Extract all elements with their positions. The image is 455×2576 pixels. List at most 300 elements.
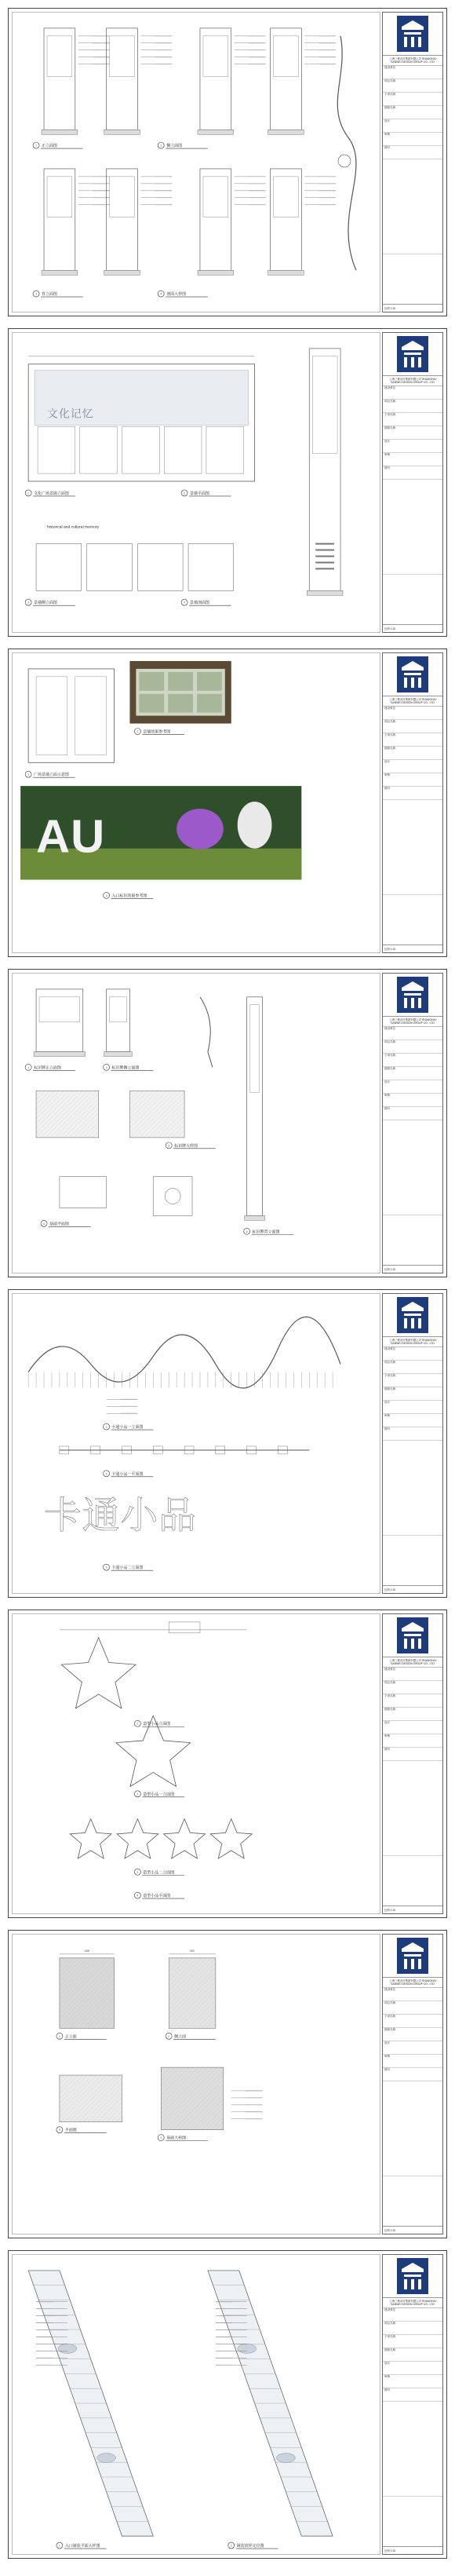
drawing-caption (104, 1471, 154, 1477)
caption-number: 1 (35, 144, 37, 148)
title-block-row (383, 119, 442, 133)
title-block-row (383, 1361, 442, 1374)
caption-text: 背立面图 (42, 293, 57, 298)
title-block-label: 审核 (384, 2375, 391, 2378)
title-block-row (383, 1708, 442, 1721)
wall-section-panel (87, 544, 133, 591)
company-name: 上海三维设计集团有限公司 SHANGHAI SANWEI DESIGN GROUP CO., LTD (383, 1017, 442, 1027)
drawing-caption (56, 2033, 107, 2039)
drawing-svg (13, 974, 380, 1273)
company-name: 上海三维设计集团有限公司 SHANGHAI SANWEI DESIGN GROUP CO., LTD (383, 2298, 442, 2308)
title-block-row (383, 2028, 442, 2041)
title-block (382, 1934, 443, 2234)
sign-elevation (42, 28, 78, 134)
title-block (382, 12, 443, 312)
drawing-sheet (8, 969, 447, 1277)
caption-number: 2 (136, 1792, 139, 1796)
caption-number: 2 (105, 1472, 107, 1476)
drawing-caption (134, 1791, 184, 1797)
title-block-row (383, 773, 442, 787)
caption-number: 4 (43, 1222, 45, 1226)
title-block (382, 332, 443, 633)
company-name: 上海三维设计集团有限公司 SHANGHAI SANWEI DESIGN GROUP CO., LTD (383, 1337, 442, 1347)
drawing-caption (158, 290, 208, 297)
title-block-row (383, 1027, 442, 1040)
purple-sculpture-shape (177, 809, 224, 850)
title-block-label: 设计 (384, 1401, 391, 1404)
title-block-row (383, 106, 442, 119)
sign-elevation (42, 169, 78, 275)
caption-number: 4 (184, 601, 185, 605)
title-block-footer: 比例 1:20 (383, 945, 442, 952)
paving-strip (28, 2271, 153, 2536)
title-block-row (383, 1988, 442, 2001)
title-block-row (383, 2335, 442, 2348)
drawing-sheet (8, 1289, 447, 1598)
title-block-label: 项目名称 (384, 1040, 396, 1043)
caption-number: 4 (160, 2136, 162, 2140)
caption-number: 1 (59, 2034, 60, 2038)
caption-text: 基础大样图 (166, 2136, 187, 2141)
drawing-sheet (8, 8, 447, 316)
title-block-label: 项目名称 (384, 1361, 396, 1364)
caption-text: 景墙剖面图 (190, 601, 209, 606)
title-block-row (383, 386, 442, 400)
title-block-row (383, 1040, 442, 1054)
drawing-svg (13, 653, 380, 952)
caption-text: 景墙效果参考图 (143, 730, 171, 735)
drawing-caption (166, 1142, 216, 1149)
title-block-label: 图纸名称 (384, 2348, 396, 2351)
title-block-footer: 比例 1:20 (383, 1906, 442, 1913)
drawing-caption (134, 1720, 184, 1726)
caption-text: 正立面 (64, 2035, 77, 2040)
title-block-label: 设计 (384, 1721, 391, 1724)
company-logo (383, 1614, 442, 1657)
drawing-caption (56, 2127, 107, 2133)
title-block-label: 子项名称 (384, 733, 396, 736)
title-block-row (383, 1347, 442, 1361)
drawing-caption (104, 892, 154, 898)
title-block-label: 图纸名称 (384, 1708, 396, 1711)
caption-number: 3 (35, 292, 37, 296)
title-block-row (383, 2068, 442, 2081)
title-block-label: 设计 (384, 440, 391, 443)
wall-panel (38, 426, 75, 473)
title-block-row (383, 1374, 442, 1387)
title-block (382, 973, 443, 1273)
caption-number: 1 (27, 773, 30, 776)
caption-number: 3 (168, 1144, 170, 1148)
drawing-caption (181, 599, 231, 605)
caption-number: 3 (59, 2128, 60, 2132)
title-block-label: 图纸名称 (384, 106, 396, 109)
title-block-label: 审核 (384, 133, 391, 136)
title-block-label: 子项名称 (384, 1694, 396, 1697)
company-name: 上海三维设计集团有限公司 SHANGHAI SANWEI DESIGN GROUP CO., LTD (383, 376, 442, 386)
drawing-svg (13, 2255, 380, 2554)
title-block (382, 1613, 443, 1914)
sign-elevation (104, 28, 140, 134)
title-block-label: 图纸名称 (384, 426, 396, 429)
caption-text: 正立面图 (42, 144, 57, 149)
wall-title-text: 文化记忆 (46, 407, 94, 420)
title-block-label: 图纸名称 (384, 2028, 396, 2031)
caption-number: 4 (136, 1894, 139, 1898)
title-block-row (383, 1721, 442, 1734)
drawing-caption (104, 1423, 154, 1430)
wall-subtitle-text: historical and cultural memory (46, 525, 99, 530)
title-block-label: 审核 (384, 1094, 391, 1097)
sign-letters-text: AU (36, 809, 106, 863)
company-logo (383, 1294, 442, 1337)
drawing-svg (13, 1294, 380, 1593)
company-logo (383, 1935, 442, 1978)
title-block-label: 建设单位 (384, 1668, 396, 1671)
title-block-row (383, 133, 442, 146)
sign-elevation (198, 28, 234, 134)
title-block-row (383, 93, 442, 106)
title-block-row (383, 79, 442, 93)
drawing-area (12, 1293, 380, 1594)
star-sculpture (210, 1819, 252, 1858)
title-block-label: 项目名称 (384, 400, 396, 403)
title-block-label: 子项名称 (384, 413, 396, 416)
caption-text: 卡通小品二立面图 (111, 1566, 144, 1571)
entrance-sign-photo (20, 786, 301, 879)
caption-number: 2 (230, 2544, 232, 2548)
title-block-row (383, 2388, 442, 2402)
title-block-label: 图纸名称 (384, 1067, 396, 1070)
title-block-label: 设计 (384, 2362, 391, 2365)
title-block-label: 项目名称 (384, 1681, 396, 1684)
title-block-row (383, 747, 442, 760)
title-block-row (383, 1401, 442, 1414)
title-block-label: 设计 (384, 1080, 391, 1083)
company-name: 上海三维设计集团有限公司 SHANGHAI SANWEI DESIGN GROUP CO., LTD (383, 56, 442, 66)
drawing-area (12, 12, 380, 312)
title-block-row (383, 1387, 442, 1401)
drawing-area (12, 1934, 380, 2234)
drawing-svg (13, 13, 380, 312)
wall-section-panel (188, 544, 234, 591)
title-block-row (383, 760, 442, 773)
caption-number: 2 (160, 144, 162, 148)
reference-photo (129, 661, 231, 724)
title-block-label: 图号 (384, 787, 391, 790)
company-name: 上海三维设计集团有限公司 SHANGHAI SANWEI DESIGN GROUP CO., LTD (383, 1978, 442, 1988)
drawing-caption (41, 1220, 91, 1226)
caption-number: 1 (136, 1722, 139, 1726)
caption-number: 3 (136, 1870, 139, 1874)
caption-text: 标识牌侧立面图 (111, 1066, 140, 1071)
title-block-label: 项目名称 (384, 2001, 396, 2004)
sign-elevation (307, 349, 343, 595)
title-block-row (383, 2308, 442, 2322)
foundation-plan (60, 1177, 107, 1208)
caption-text: 造型小品一立面图 (143, 1792, 175, 1797)
title-block-row (383, 2015, 442, 2028)
title-block-row (383, 66, 442, 79)
caption-number: 2 (168, 2034, 170, 2038)
caption-number: 5 (246, 1230, 248, 1233)
wall-section-panel (36, 544, 82, 591)
drawing-caption (25, 771, 75, 777)
company-logo (383, 13, 442, 56)
title-block-row (383, 1668, 442, 1681)
title-block-row (383, 1094, 442, 1107)
title-block-label: 图号 (384, 2388, 391, 2391)
title-block-label: 审核 (384, 773, 391, 776)
caption-text: 卡通小品一立面图 (111, 1426, 144, 1431)
title-block (382, 1293, 443, 1594)
title-block-row (383, 413, 442, 426)
sign-elevation (268, 28, 304, 134)
title-block-row (383, 1748, 442, 1761)
company-logo (383, 653, 442, 696)
drawing-sheet (8, 328, 447, 637)
title-block-label: 设计 (384, 760, 391, 763)
title-block-row (383, 1067, 442, 1080)
caption-number: 1 (59, 2544, 60, 2548)
title-block-row (383, 2362, 442, 2375)
drawing-caption (104, 1564, 154, 1570)
caption-text: 铺装放样定位图 (236, 2545, 264, 2549)
caption-text: 入口标识效果参考图 (111, 894, 147, 899)
wall-panel (206, 426, 244, 473)
drawing-caption (244, 1228, 294, 1234)
company-name: 上海三维设计集团有限公司 SHANGHAI SANWEI DESIGN GROUP CO., LTD (383, 696, 442, 707)
curved-post-profile (337, 36, 356, 270)
title-block-label: 图纸名称 (384, 1387, 396, 1390)
dimension-text: 1000 (84, 1949, 90, 1953)
detail-circle (338, 155, 351, 167)
title-block-row (383, 1694, 442, 1708)
caption-number: 2 (136, 729, 139, 733)
title-block-row (383, 400, 442, 413)
title-block-footer: 比例 1:20 (383, 2226, 442, 2234)
drawing-sheet (8, 1610, 447, 1918)
drawing-caption (25, 599, 75, 605)
title-block-label: 设计 (384, 119, 391, 122)
title-block-row (383, 2322, 442, 2335)
caption-text: 剖面大样图 (166, 293, 187, 298)
drawing-svg (13, 1935, 380, 2234)
caption-text: 标识牌背立面图 (252, 1230, 280, 1235)
caption-text: 基础平面图 (49, 1222, 69, 1227)
company-logo (383, 2255, 442, 2298)
arch-profile (200, 997, 213, 1068)
title-block-label: 建设单位 (384, 2308, 396, 2311)
caption-number: 1 (105, 1425, 107, 1429)
drawing-svg (13, 1614, 380, 1913)
drawing-caption (33, 290, 83, 297)
drawing-caption (228, 2542, 278, 2549)
wall-section-panel (137, 544, 183, 591)
drawing-caption (56, 2542, 107, 2549)
culture-wall-elevation (28, 364, 254, 481)
title-block-row (383, 2055, 442, 2068)
drawing-caption (158, 142, 208, 148)
drawing-caption (33, 142, 83, 148)
drawing-area (12, 1613, 380, 1914)
title-block-row (383, 1681, 442, 1694)
title-block-label: 图纸名称 (384, 747, 396, 750)
caption-text: 入口铺装平面大样图 (64, 2545, 100, 2549)
sign-elevation (268, 169, 304, 275)
caption-number: 2 (105, 1065, 107, 1069)
star-sculpture (164, 1819, 206, 1858)
drawing-caption (166, 2033, 216, 2039)
title-block-label: 图号 (384, 466, 391, 470)
caption-number: 1 (27, 491, 30, 495)
title-block-label: 子项名称 (384, 93, 396, 96)
title-block-footer: 比例 1:20 (383, 304, 442, 312)
drawing-sheet (8, 2250, 447, 2559)
title-block (382, 2254, 443, 2555)
caption-number: 3 (105, 1566, 107, 1569)
drawing-area (12, 332, 380, 633)
post-plan (153, 1177, 192, 1216)
star-sculpture (117, 1819, 158, 1858)
hatched-block (129, 1091, 184, 1138)
title-block-label: 审核 (384, 1414, 391, 1417)
drawing-caption (181, 490, 231, 496)
drawing-caption (104, 1064, 154, 1070)
title-block-row (383, 1427, 442, 1441)
title-block-row (383, 733, 442, 747)
title-block-label: 项目名称 (384, 79, 396, 82)
star-sculpture (61, 1638, 136, 1708)
title-block-footer: 比例 1:20 (383, 1585, 442, 1593)
title-block-label: 建设单位 (384, 1347, 396, 1350)
title-block-footer: 比例 1:20 (383, 2546, 442, 2554)
title-block-label: 图号 (384, 2068, 391, 2071)
title-block-label: 子项名称 (384, 1054, 396, 1057)
title-block-label: 设计 (384, 2041, 391, 2044)
drawing-sheet (8, 649, 447, 957)
title-block-row (383, 146, 442, 159)
title-block-label: 建设单位 (384, 66, 396, 69)
caption-text: 造型小品二立面图 (143, 1871, 175, 1876)
title-block-row (383, 1054, 442, 1067)
white-sculpture-shape (238, 802, 272, 849)
title-block-row (383, 2001, 442, 2015)
title-block-label: 审核 (384, 2055, 391, 2058)
caption-text: 景墙侧立面图 (34, 601, 57, 606)
drawing-svg (13, 333, 380, 632)
dimension-text: 500 (190, 1949, 195, 1953)
caption-text: 景墙平面图 (190, 491, 209, 496)
company-logo (383, 333, 442, 376)
title-block-footer: 比例 1:20 (383, 624, 442, 632)
title-block-label: 建设单位 (384, 707, 396, 710)
title-block-row (383, 466, 442, 480)
title-block-row (383, 707, 442, 720)
caption-text: 文化广场景墙立面图 (34, 491, 69, 496)
caption-text: 标识牌大样图 (174, 1144, 198, 1149)
title-block-label: 项目名称 (384, 720, 396, 723)
title-block-row (383, 2375, 442, 2388)
title-block-label: 审核 (384, 1734, 391, 1737)
title-block-label: 项目名称 (384, 2322, 396, 2325)
drawing-caption (134, 1892, 184, 1898)
company-name: 上海三维设计集团有限公司 SHANGHAI SANWEI DESIGN GROUP CO., LTD (383, 1657, 442, 1668)
title-block-row (383, 2348, 442, 2362)
wall-panel (80, 426, 118, 473)
drawing-area (12, 973, 380, 1273)
title-block-row (383, 1107, 442, 1120)
drawing-area (12, 652, 380, 953)
caption-text: 卡通小品一平面图 (111, 1472, 144, 1477)
sign-elevation (245, 997, 265, 1221)
title-block-label: 子项名称 (384, 2015, 396, 2018)
caption-text: 广场景墙立面示意图 (34, 773, 69, 778)
caption-number: 3 (105, 893, 107, 897)
callout-box (169, 1622, 200, 1633)
title-block-row (383, 1414, 442, 1427)
title-block-row (383, 453, 442, 466)
paving-strip (208, 2271, 333, 2536)
company-logo (383, 974, 442, 1017)
caption-text: 标识牌正立面图 (34, 1066, 61, 1071)
sculpture-letters-text: 卡通小品 (44, 1495, 197, 1537)
title-block-row (383, 426, 442, 440)
title-block-label: 建设单位 (384, 1027, 396, 1030)
title-block-label: 图号 (384, 1427, 391, 1431)
title-block-label: 建设单位 (384, 1988, 396, 1991)
caption-number: 2 (184, 491, 185, 495)
title-block-label: 审核 (384, 453, 391, 456)
drawing-sheet (8, 1930, 447, 2238)
drawing-caption (158, 2135, 208, 2141)
title-block-label: 子项名称 (384, 1374, 396, 1377)
drawing-caption (25, 1064, 75, 1070)
drawing-caption (134, 1869, 184, 1875)
title-block-label: 图号 (384, 146, 391, 149)
caption-text: 造型小品平面图 (143, 1895, 171, 1899)
title-block-footer: 比例 1:20 (383, 1265, 442, 1273)
caption-number: 1 (27, 1065, 30, 1069)
title-block-label: 图号 (384, 1107, 391, 1110)
drawing-caption (25, 490, 75, 496)
drawing-caption (134, 728, 184, 734)
title-block-row (383, 787, 442, 800)
caption-text: 造型小品立面图 (143, 1723, 171, 1727)
sign-elevation (104, 169, 140, 275)
drawing-area (12, 2254, 380, 2555)
caption-text: 平面图 (64, 2128, 77, 2133)
title-block-label: 子项名称 (384, 2335, 396, 2338)
caption-number: 4 (160, 292, 162, 296)
wall-frame-elevation (28, 669, 114, 762)
wall-panel (122, 426, 159, 473)
title-block-row (383, 720, 442, 733)
caption-text: 侧立面图 (166, 144, 183, 149)
title-block (382, 652, 443, 953)
title-block-row (383, 1734, 442, 1748)
title-block-label: 图号 (384, 1748, 391, 1751)
wall-panel (164, 426, 202, 473)
sign-elevation (198, 169, 234, 275)
caption-text: 侧立面 (174, 2035, 187, 2040)
title-block-row (383, 1080, 442, 1094)
sign-elevation (34, 989, 86, 1057)
caption-number: 3 (27, 601, 30, 605)
title-block-row (383, 2041, 442, 2055)
title-block-label: 建设单位 (384, 386, 396, 389)
title-block-row (383, 440, 442, 453)
